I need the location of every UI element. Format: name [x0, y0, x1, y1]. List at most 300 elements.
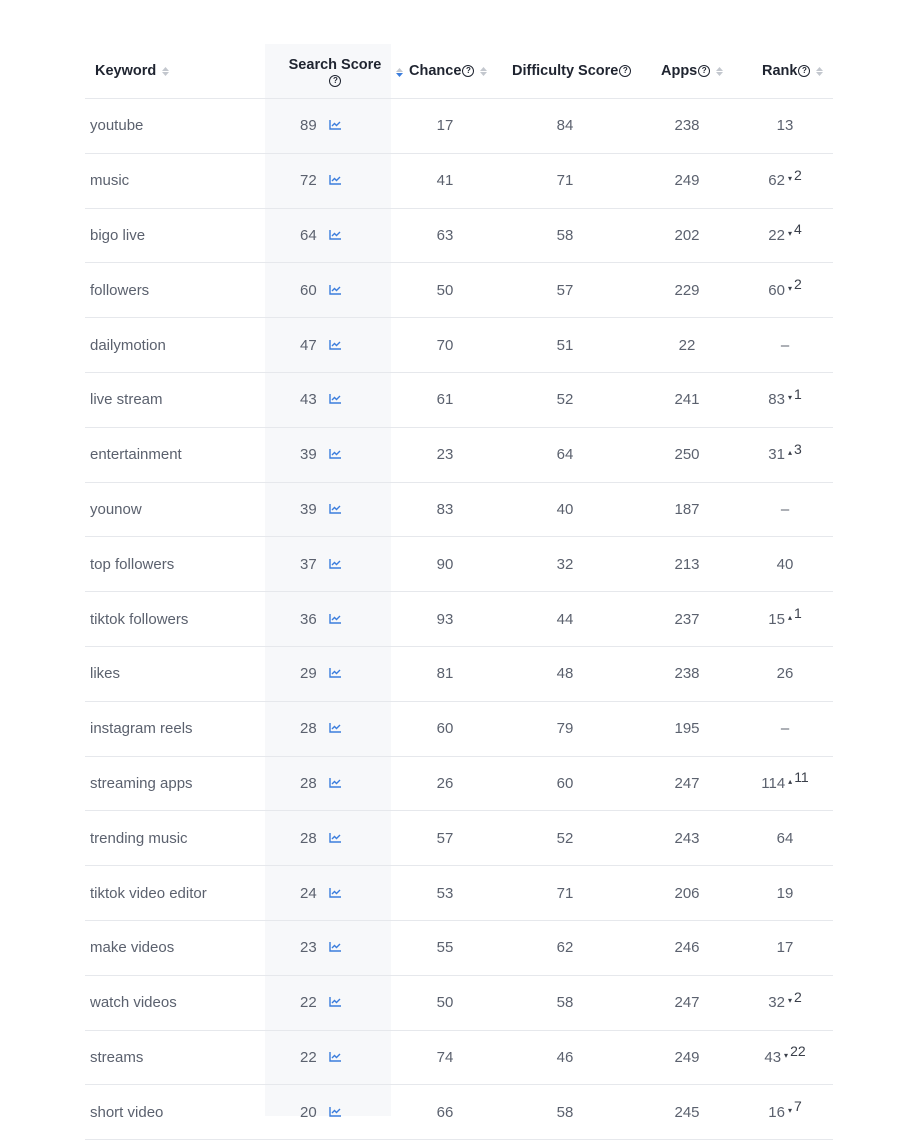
apps-value: 187: [674, 500, 700, 518]
rank-value: 64: [776, 829, 794, 847]
difficulty-value: 71: [556, 172, 574, 190]
table-row[interactable]: [85, 428, 833, 483]
keyword-text: streaming apps: [90, 774, 193, 792]
rank-change-value: 3: [793, 440, 802, 457]
apps-value: 249: [674, 1048, 700, 1066]
trend-chart-icon[interactable]: [329, 1104, 342, 1121]
keyword-text: music: [90, 172, 130, 190]
difficulty-cell: [535, 428, 595, 482]
rank-cell: [745, 99, 825, 153]
apps-cell: [657, 976, 717, 1030]
table-row[interactable]: [85, 921, 833, 976]
search-score-value: 28: [300, 720, 317, 738]
search-score-value: 28: [300, 829, 317, 847]
table-row[interactable]: [85, 866, 833, 921]
apps-cell: [657, 373, 717, 427]
chance-cell: [415, 263, 475, 317]
table-row[interactable]: [85, 976, 833, 1031]
table-row[interactable]: [85, 1085, 833, 1140]
chance-value: 66: [436, 1103, 454, 1121]
apps-cell: [657, 1031, 717, 1085]
difficulty-value: 51: [556, 336, 574, 354]
keyword-text: make videos: [90, 939, 175, 957]
column-header-keyword-label: Keyword: [95, 63, 157, 79]
help-icon[interactable]: ?: [798, 65, 810, 77]
trend-chart-icon[interactable]: [329, 501, 342, 518]
rank-change-arrow-icon: ▾: [787, 174, 792, 184]
keyword-cell[interactable]: [90, 647, 120, 701]
rank-cell: [745, 811, 825, 865]
rank-change-arrow-icon: ▴: [787, 612, 792, 622]
table-row[interactable]: [85, 263, 833, 318]
trend-chart-icon[interactable]: [329, 830, 342, 847]
difficulty-value: 44: [556, 610, 574, 628]
column-header-rank[interactable]: [762, 44, 823, 98]
apps-value: 238: [674, 665, 700, 683]
column-header-difficulty[interactable]: [512, 44, 631, 98]
difficulty-cell: [535, 811, 595, 865]
keyword-cell[interactable]: [90, 811, 188, 865]
difficulty-cell: [535, 866, 595, 920]
table-row[interactable]: [85, 647, 833, 702]
apps-cell: [657, 537, 717, 591]
apps-cell: [657, 757, 717, 811]
rank-change-arrow-icon: ▴: [787, 448, 792, 458]
chance-value: 50: [436, 281, 454, 299]
chance-cell: [415, 209, 475, 263]
search-score-cell: [300, 537, 342, 591]
search-score-value: 39: [300, 500, 317, 518]
sort-icon[interactable]: [716, 67, 723, 76]
difficulty-value: 46: [556, 1048, 574, 1066]
rank-change-value: 1: [793, 605, 802, 622]
help-icon[interactable]: ?: [619, 65, 631, 77]
rank-cell: [745, 154, 825, 208]
rank-cell: [745, 1031, 825, 1085]
difficulty-value: 62: [556, 939, 574, 957]
keyword-text: instagram reels: [90, 720, 193, 738]
rank-change-arrow-icon: ▾: [787, 1105, 792, 1115]
rank-change-value: 22: [790, 1043, 806, 1060]
trend-chart-icon[interactable]: [329, 720, 342, 737]
chance-value: 17: [436, 117, 454, 135]
chance-value: 23: [436, 446, 454, 464]
keyword-text: dailymotion: [90, 336, 166, 354]
keyword-cell[interactable]: [90, 483, 142, 537]
apps-value: 247: [674, 994, 700, 1012]
difficulty-value: 52: [556, 391, 574, 409]
chance-cell: [415, 592, 475, 646]
keyword-cell[interactable]: [90, 921, 174, 975]
apps-cell: [657, 921, 717, 975]
keyword-text: entertainment: [90, 446, 182, 464]
rank-value: 19: [776, 884, 794, 902]
difficulty-cell: [535, 154, 595, 208]
keyword-cell[interactable]: [90, 428, 182, 482]
table-row[interactable]: [85, 154, 833, 209]
difficulty-value: 52: [556, 829, 574, 847]
apps-cell: [657, 154, 717, 208]
chance-cell: [415, 99, 475, 153]
column-header-search-score-label: Search Score: [288, 57, 382, 73]
search-score-cell: [300, 592, 342, 646]
rank-value: –: [780, 720, 790, 738]
sort-icon-active[interactable]: [396, 68, 403, 77]
rank-cell: [745, 483, 825, 537]
chance-value: 90: [436, 555, 454, 573]
help-icon[interactable]: ?: [329, 75, 341, 87]
keyword-text: bigo live: [90, 226, 146, 244]
difficulty-value: 60: [556, 774, 574, 792]
difficulty-cell: [535, 263, 595, 317]
trend-chart-icon[interactable]: [329, 611, 342, 628]
keyword-cell[interactable]: [90, 99, 143, 153]
rank-value: 83: [768, 391, 785, 409]
difficulty-value: 84: [556, 117, 574, 135]
rank-change-value: 2: [793, 166, 802, 183]
rank-cell: [745, 428, 825, 482]
keyword-cell[interactable]: [90, 757, 193, 811]
chance-cell: [415, 1085, 475, 1139]
chance-value: 50: [436, 994, 454, 1012]
table-row[interactable]: [85, 702, 833, 757]
chance-cell: [415, 483, 475, 537]
rank-change-arrow-icon: ▾: [787, 393, 792, 403]
apps-value: 213: [674, 555, 700, 573]
rank-value: 22: [768, 226, 785, 244]
apps-cell: [657, 209, 717, 263]
apps-value: 250: [674, 446, 700, 464]
chance-cell: [415, 373, 475, 427]
rank-change-value: 11: [794, 769, 809, 786]
rank-value: 32: [768, 994, 785, 1012]
search-score-cell: [300, 428, 342, 482]
difficulty-value: 32: [556, 555, 574, 573]
rank-cell: [745, 209, 825, 263]
difficulty-value: 40: [556, 500, 574, 518]
keyword-text: tiktok followers: [90, 610, 189, 628]
rank-change-arrow-icon: ▾: [787, 996, 792, 1006]
rank-value: 15: [768, 610, 785, 628]
rank-value: 13: [776, 117, 794, 135]
rank-value: 31: [768, 446, 785, 464]
trend-chart-icon[interactable]: [329, 172, 342, 189]
keyword-text: tiktok video editor: [90, 884, 207, 902]
search-score-cell: [300, 373, 342, 427]
help-icon[interactable]: ?: [462, 65, 474, 77]
search-score-value: 23: [300, 939, 317, 957]
chance-value: 57: [436, 829, 454, 847]
difficulty-cell: [535, 1085, 595, 1139]
chance-value: 83: [436, 500, 454, 518]
difficulty-cell: [535, 757, 595, 811]
rank-change-arrow-icon: ▾: [787, 228, 792, 238]
search-score-value: 89: [300, 117, 317, 135]
search-score-cell: [300, 154, 342, 208]
apps-cell: [657, 702, 717, 756]
trend-chart-icon[interactable]: [329, 117, 342, 134]
apps-cell: [657, 483, 717, 537]
rank-cell: [745, 263, 825, 317]
search-score-cell: [300, 757, 342, 811]
rank-change-value: 7: [793, 1098, 802, 1115]
apps-value: 246: [674, 939, 700, 957]
table-row[interactable]: [85, 537, 833, 592]
keyword-cell[interactable]: [90, 592, 188, 646]
table-row[interactable]: [85, 99, 833, 154]
column-header-keyword[interactable]: [95, 44, 169, 98]
apps-cell: [657, 99, 717, 153]
search-score-cell: [300, 318, 342, 372]
chance-cell: [415, 154, 475, 208]
trend-chart-icon[interactable]: [329, 775, 342, 792]
search-score-cell: [300, 811, 342, 865]
rank-value: 26: [776, 665, 794, 683]
chance-cell: [415, 318, 475, 372]
rank-cell: [745, 318, 825, 372]
search-score-value: 20: [300, 1103, 317, 1121]
apps-cell: [657, 866, 717, 920]
chance-value: 53: [436, 884, 454, 902]
trend-chart-icon[interactable]: [329, 885, 342, 902]
table-row[interactable]: [85, 757, 833, 812]
search-score-cell: [300, 866, 342, 920]
table-row[interactable]: [85, 592, 833, 647]
chance-value: 55: [436, 939, 454, 957]
rank-cell: [745, 757, 825, 811]
table-row[interactable]: [85, 209, 833, 264]
keyword-cell[interactable]: [90, 537, 174, 591]
trend-chart-icon[interactable]: [329, 446, 342, 463]
trend-chart-icon[interactable]: [329, 282, 342, 299]
keyword-cell[interactable]: [90, 154, 129, 208]
search-score-cell: [300, 1031, 342, 1085]
rank-cell: [745, 647, 825, 701]
apps-value: 238: [674, 117, 700, 135]
apps-value: 245: [674, 1103, 700, 1121]
chance-cell: [415, 757, 475, 811]
difficulty-value: 71: [556, 884, 574, 902]
rank-change-value: 4: [793, 221, 802, 238]
rank-cell: [745, 373, 825, 427]
apps-cell: [657, 592, 717, 646]
trend-chart-icon[interactable]: [329, 391, 342, 408]
apps-value: 249: [674, 172, 700, 190]
sort-icon[interactable]: [480, 67, 487, 76]
rank-cell: [745, 702, 825, 756]
rank-change-value: 2: [793, 988, 802, 1005]
search-score-value: 43: [300, 391, 317, 409]
rank-cell: [745, 976, 825, 1030]
table-row[interactable]: [85, 1031, 833, 1086]
keyword-cell[interactable]: [90, 1031, 143, 1085]
trend-chart-icon[interactable]: [329, 939, 342, 956]
apps-cell: [657, 318, 717, 372]
table-body: [85, 99, 833, 1140]
chance-cell: [415, 702, 475, 756]
column-header-search-score[interactable]: [275, 44, 395, 98]
keyword-cell[interactable]: [90, 373, 163, 427]
apps-value: 202: [674, 226, 700, 244]
column-header-difficulty-label: Difficulty Score: [512, 63, 619, 79]
keyword-text: likes: [90, 665, 121, 683]
chance-cell: [415, 976, 475, 1030]
rank-cell: [745, 1085, 825, 1139]
difficulty-value: 57: [556, 281, 574, 299]
keyword-cell[interactable]: [90, 318, 166, 372]
search-score-cell: [300, 921, 342, 975]
trend-chart-icon[interactable]: [329, 665, 342, 682]
rank-change-value: 1: [793, 385, 802, 402]
search-score-value: 64: [300, 226, 317, 244]
trend-chart-icon[interactable]: [329, 337, 342, 354]
difficulty-value: 64: [556, 446, 574, 464]
difficulty-value: 48: [556, 665, 574, 683]
rank-change-arrow-icon: ▾: [784, 1050, 789, 1060]
search-score-cell: [300, 702, 342, 756]
difficulty-cell: [535, 1031, 595, 1085]
apps-value: 206: [674, 884, 700, 902]
help-icon[interactable]: ?: [698, 65, 710, 77]
column-header-apps-label: Apps: [661, 63, 698, 79]
keyword-cell[interactable]: [90, 866, 207, 920]
apps-value: 243: [674, 829, 700, 847]
search-score-value: 36: [300, 610, 317, 628]
search-score-cell: [300, 99, 342, 153]
search-score-cell: [300, 263, 342, 317]
keyword-text: streams: [90, 1048, 144, 1066]
difficulty-value: 58: [556, 994, 574, 1012]
difficulty-cell: [535, 209, 595, 263]
search-score-cell: [300, 976, 342, 1030]
apps-value: 237: [674, 610, 700, 628]
apps-cell: [657, 647, 717, 701]
chance-value: 61: [436, 391, 454, 409]
rank-value: 17: [776, 939, 794, 957]
sort-icon[interactable]: [816, 67, 823, 76]
apps-value: 247: [674, 774, 700, 792]
keyword-text: younow: [90, 500, 142, 518]
keyword-text: top followers: [90, 555, 175, 573]
search-score-value: 47: [300, 336, 317, 354]
column-header-chance[interactable]: [409, 44, 487, 98]
difficulty-cell: [535, 921, 595, 975]
rank-change-arrow-icon: ▾: [787, 283, 792, 293]
chance-cell: [415, 811, 475, 865]
rank-cell: [745, 921, 825, 975]
chance-value: 60: [436, 720, 454, 738]
column-header-rank-label: Rank: [762, 63, 798, 79]
search-score-value: 39: [300, 446, 317, 464]
search-score-value: 60: [300, 281, 317, 299]
search-score-value: 28: [300, 774, 317, 792]
search-score-value: 24: [300, 884, 317, 902]
rank-value: 60: [768, 281, 785, 299]
rank-value: 40: [776, 555, 794, 573]
rank-cell: [745, 866, 825, 920]
keyword-cell[interactable]: [90, 1085, 163, 1139]
column-header-apps[interactable]: [661, 44, 723, 98]
difficulty-value: 79: [556, 720, 574, 738]
apps-cell: [657, 428, 717, 482]
keyword-text: followers: [90, 281, 150, 299]
search-score-value: 22: [300, 1048, 317, 1066]
difficulty-cell: [535, 318, 595, 372]
rank-value: 62: [768, 172, 785, 190]
rank-value: 114: [761, 774, 786, 792]
keyword-table: [85, 44, 833, 1140]
search-score-cell: [300, 1085, 342, 1139]
sort-icon[interactable]: [162, 67, 169, 76]
chance-value: 81: [436, 665, 454, 683]
keyword-text: watch videos: [90, 994, 177, 1012]
trend-chart-icon[interactable]: [329, 556, 342, 573]
keyword-cell[interactable]: [90, 263, 149, 317]
difficulty-cell: [535, 537, 595, 591]
difficulty-value: 58: [556, 1103, 574, 1121]
table-row[interactable]: [85, 811, 833, 866]
keyword-text: trending music: [90, 829, 188, 847]
rank-value: 43: [764, 1048, 782, 1066]
table-row[interactable]: [85, 373, 833, 428]
search-score-cell: [300, 647, 342, 701]
apps-value: 229: [674, 281, 700, 299]
chance-value: 26: [436, 774, 454, 792]
chance-value: 63: [436, 226, 454, 244]
chance-cell: [415, 647, 475, 701]
search-score-cell: [300, 483, 342, 537]
apps-value: 241: [674, 391, 700, 409]
keyword-cell[interactable]: [90, 209, 145, 263]
difficulty-cell: [535, 647, 595, 701]
keyword-text: live stream: [90, 391, 163, 409]
rank-change-arrow-icon: ▴: [788, 776, 793, 786]
difficulty-cell: [535, 483, 595, 537]
trend-chart-icon[interactable]: [329, 227, 342, 244]
keyword-cell[interactable]: [90, 702, 193, 756]
difficulty-cell: [535, 702, 595, 756]
trend-chart-icon[interactable]: [329, 994, 342, 1011]
trend-chart-icon[interactable]: [329, 1049, 342, 1066]
search-score-cell: [300, 209, 342, 263]
difficulty-cell: [535, 99, 595, 153]
difficulty-cell: [535, 592, 595, 646]
search-score-value: 37: [300, 555, 317, 573]
apps-value: 195: [674, 720, 700, 738]
chance-value: 41: [436, 172, 454, 190]
rank-change-value: 2: [793, 276, 802, 293]
chance-value: 74: [436, 1048, 454, 1066]
chance-cell: [415, 1031, 475, 1085]
table-row[interactable]: [85, 483, 833, 538]
apps-cell: [657, 1085, 717, 1139]
chance-cell: [415, 921, 475, 975]
chance-cell: [415, 537, 475, 591]
table-row[interactable]: [85, 318, 833, 373]
search-score-value: 22: [300, 994, 317, 1012]
keyword-cell[interactable]: [90, 976, 177, 1030]
rank-value: 16: [768, 1103, 785, 1121]
rank-cell: [745, 592, 825, 646]
keyword-text: short video: [90, 1103, 164, 1121]
difficulty-cell: [535, 976, 595, 1030]
difficulty-value: 58: [556, 226, 574, 244]
chance-value: 70: [436, 336, 454, 354]
rank-value: –: [780, 336, 790, 354]
chance-cell: [415, 866, 475, 920]
apps-cell: [657, 263, 717, 317]
search-score-value: 72: [300, 172, 317, 190]
